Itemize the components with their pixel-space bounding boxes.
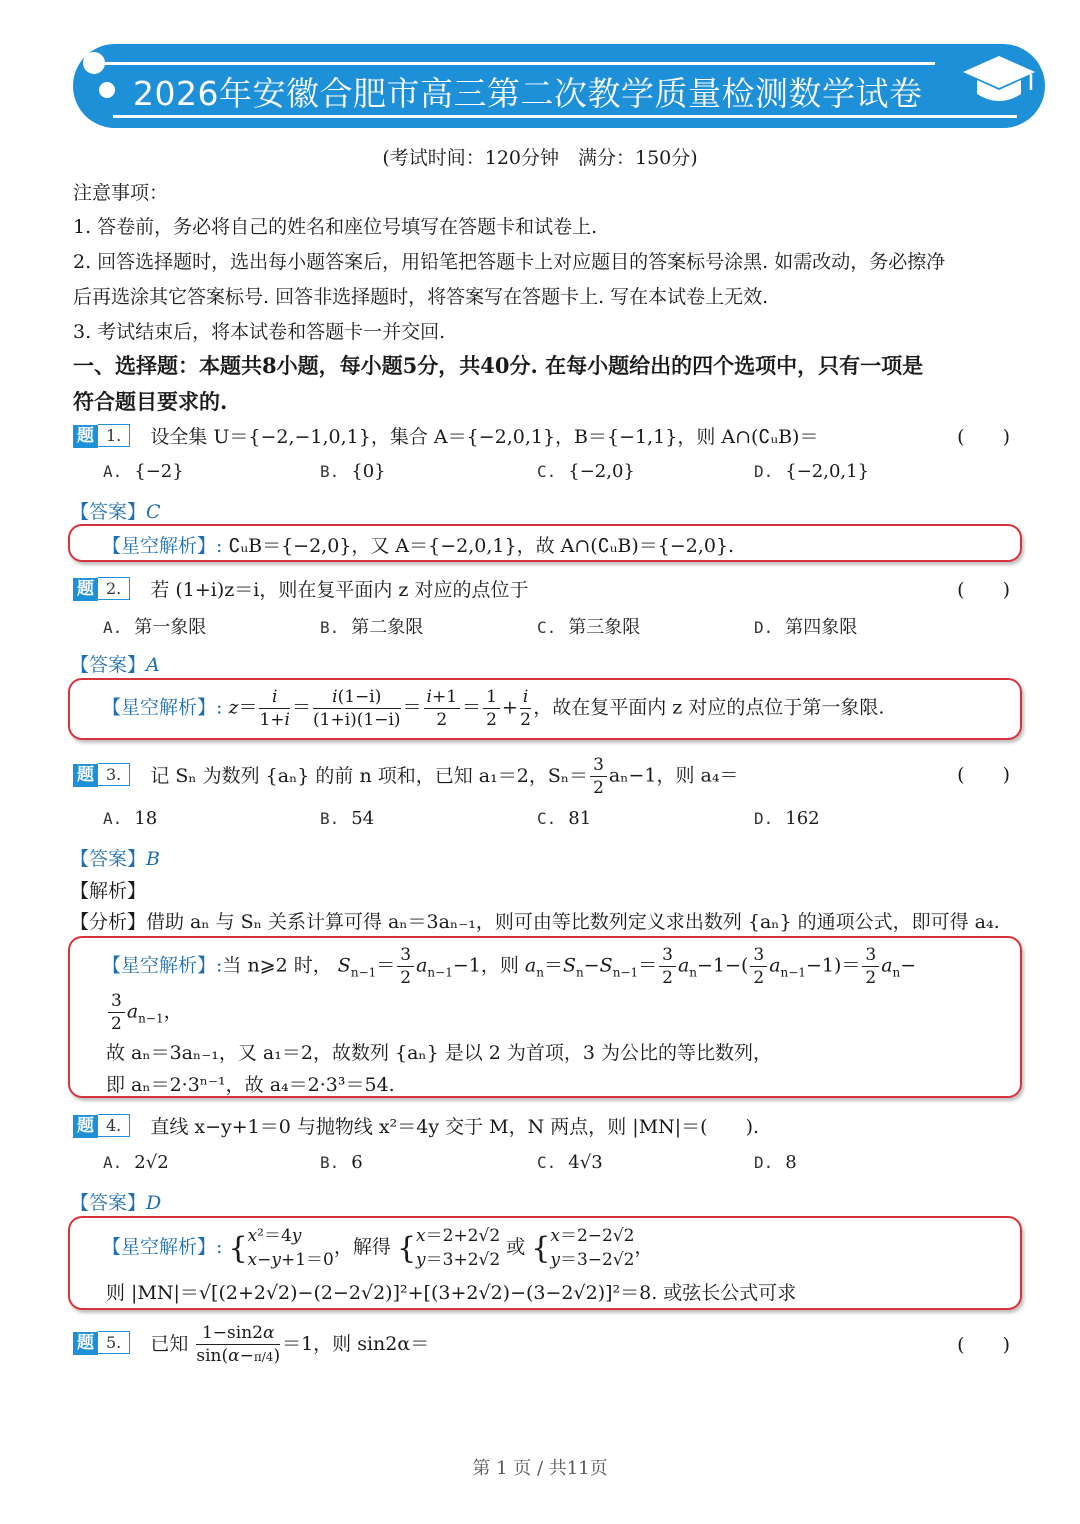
banner-top-line bbox=[95, 62, 935, 65]
analysis-box: 【星空解析】:当 n⩾2 时， $S_{n-1}=$ $\frac{3}{2}$ $a_{n-1}-1$，则 $a_n=S_n-S_{n-1}=$ $\frac{3}{2}$ $a_n-1-$( $\frac{3}{2}$ $a_{n-1}-1)=$ $\frac{3}{2}$ $a_n-$ $\frac{3}{2}$ $a_{n-1}$， 故 aₙ＝3aₙ₋₁，又 a₁＝2，故数列 {aₙ} 是以 2 为首项，3 为公比的等比数列， 即 aₙ＝2·3ⁿ⁻¹，故 a₄＝2·3³＝54. bbox=[68, 936, 1022, 1098]
option-b: B. 54 bbox=[320, 808, 375, 829]
option-b: B. 第二象限 bbox=[320, 617, 424, 638]
question-5: 题 5. 已知 $\frac{1-\sin 2\alpha}{\sin(\alpha-\pi/4)}$ ＝1，则 sin2α＝ bbox=[73, 1322, 429, 1368]
note-item: 3. 考试结束后，将本试卷和答题卡一并交回. bbox=[73, 321, 446, 343]
option-a: A. 第一象限 bbox=[103, 617, 207, 638]
exam-info: (考试时间：120分钟 满分：150分) bbox=[382, 147, 698, 169]
graduation-cap-icon bbox=[961, 50, 1037, 110]
option-c: C. 第三象限 bbox=[537, 617, 641, 638]
note-item: 后再选涂其它答案标号. 回答非选择题时，将答案写在答题卡上. 写在本试卷上无效. bbox=[73, 286, 769, 308]
option-c: C. {−2,0} bbox=[537, 461, 635, 482]
question-stem: 设全集 U＝{−2,−1,0,1}，集合 A＝{−2,0,1}，B＝{−1,1}，则 A∩(∁ᵤB)＝ bbox=[150, 426, 819, 448]
analysis-text: 【星空解析】:当 n⩾2 时， $S_{n-1}=$ $\frac{3}{2}$ $a_{n-1}-1$，则 $a_n=S_n-S_{n-1}=$ $\frac{3}{2}$ $a_n-1-$( $\frac{3}{2}$ $a_{n-1}-1)=$ $\frac{3}{2}$ $a_n-$ bbox=[102, 945, 917, 988]
question-tag: 题 3. bbox=[73, 763, 130, 787]
note-item: 2. 回答选择题时，选出每小题答案后，用铅笔把答题卡上对应题目的答案标号涂黑. 如需改动，务必擦净 bbox=[73, 251, 946, 273]
analysis-box: 【星空解析】: {x²＝4y x−y+1＝0，解得 {x＝2+2√2 y＝3+2√2 或 {x＝2−2√2 y＝3−2√2， 则 |MN|＝√[(2+2√2)−(2−2√2)]²+[(3+2√2)−(3−2√2)]²＝8. 或弦长公式可求 bbox=[68, 1216, 1022, 1310]
answer-line: 【答案】B bbox=[70, 848, 160, 870]
notes-heading: 注意事项： bbox=[73, 182, 169, 204]
analysis-box bbox=[68, 678, 1022, 740]
page-title: 2026年安徽合肥市高三第二次教学质量检测数学试卷 bbox=[133, 74, 923, 113]
answer-paren: ( ) bbox=[957, 1334, 1010, 1356]
answer-paren: ( ) bbox=[957, 426, 1010, 448]
option-b: B. 6 bbox=[320, 1152, 363, 1173]
question-4 bbox=[73, 1112, 759, 1140]
analysis-box: 【星空解析】: ∁ᵤB＝{−2,0}，又 A＝{−2,0,1}，故 A∩(∁ᵤB)＝{−2,0}. bbox=[68, 524, 1022, 562]
section-heading: 一、选择题：本题共8小题，每小题5分，共40分. 在每小题给出的四个选项中，只有一项是 bbox=[73, 353, 924, 378]
jiexi-label: 【解析】 bbox=[70, 880, 147, 902]
answer-paren: ( ) bbox=[957, 764, 1010, 786]
question-tag: 题 5. bbox=[73, 1331, 130, 1355]
option-d: D. 162 bbox=[754, 808, 820, 829]
analysis-text: 【星空解析】: z＝ $\frac{i}{1+i}$ ＝ $\frac{i(1-i)}{(1+i)(1-i)}$ ＝ $\frac{i+1}{2}$ ＝ $\frac{1}{2}$ + $\frac{i}{2}$ ，故在复平面内 z 对应的点位于第一象限. bbox=[102, 687, 885, 730]
question-3: 题 3. 记 Sₙ 为数列 {aₙ} 的前 n 项和，已知 a₁＝2，Sₙ＝ $\frac{3}{2}$ aₙ−1，则 a₄＝ bbox=[73, 754, 738, 799]
option-a: A. 18 bbox=[103, 808, 158, 829]
page-number: 第 1 页 / 共11页 bbox=[472, 1458, 608, 1479]
option-a: A. 2√2 bbox=[103, 1152, 169, 1173]
question-2 bbox=[73, 575, 528, 603]
section-heading: 符合题目要求的. bbox=[73, 389, 228, 414]
banner-bottom-line bbox=[113, 115, 1017, 118]
option-c: C. 4√3 bbox=[537, 1152, 603, 1173]
answer-line: 【答案】A bbox=[70, 654, 160, 676]
analysis-text: ∁ᵤB＝{−2,0}，又 A＝{−2,0,1}，故 A∩(∁ᵤB)＝{−2,0}. bbox=[228, 535, 735, 557]
answer-paren: ( ) bbox=[957, 579, 1010, 601]
banner-dot bbox=[83, 52, 105, 74]
question-tag: 题 2. bbox=[73, 577, 130, 601]
option-a: A. {−2} bbox=[103, 461, 184, 482]
option-b: B. {0} bbox=[320, 461, 386, 482]
note-item: 1. 答卷前，务必将自己的姓名和座位号填写在答题卡和试卷上. bbox=[73, 216, 598, 238]
header-banner bbox=[73, 44, 1045, 128]
question-1 bbox=[73, 422, 818, 450]
answer-line: 【答案】D bbox=[70, 1192, 162, 1214]
option-d: D. 第四象限 bbox=[754, 617, 858, 638]
question-tag: 题 1. bbox=[73, 424, 130, 448]
question-stem: 直线 x−y+1＝0 与抛物线 x²＝4y 交于 M，N 两点，则 |MN|＝( ). bbox=[150, 1116, 760, 1138]
question-tag: 题 4. bbox=[73, 1114, 130, 1138]
answer-line: 【答案】C bbox=[70, 501, 161, 523]
option-c: C. 81 bbox=[537, 808, 592, 829]
question-stem: 若 (1+i)z＝i，则在复平面内 z 对应的点位于 bbox=[150, 579, 529, 601]
option-d: D. {−2,0,1} bbox=[754, 461, 870, 482]
analysis-text: 【星空解析】: {x²＝4y x−y+1＝0，解得 {x＝2+2√2 y＝3+2√2 或 {x＝2−2√2 y＝3−2√2， bbox=[102, 1226, 654, 1270]
banner-dot bbox=[99, 82, 115, 98]
option-d: D. 8 bbox=[754, 1152, 797, 1173]
fenxi-line: 【分析】借助 aₙ 与 Sₙ 关系计算可得 aₙ＝3aₙ₋₁，则可由等比数列定义求出数列 {aₙ} 的通项公式，即可得 a₄. bbox=[70, 911, 1000, 933]
